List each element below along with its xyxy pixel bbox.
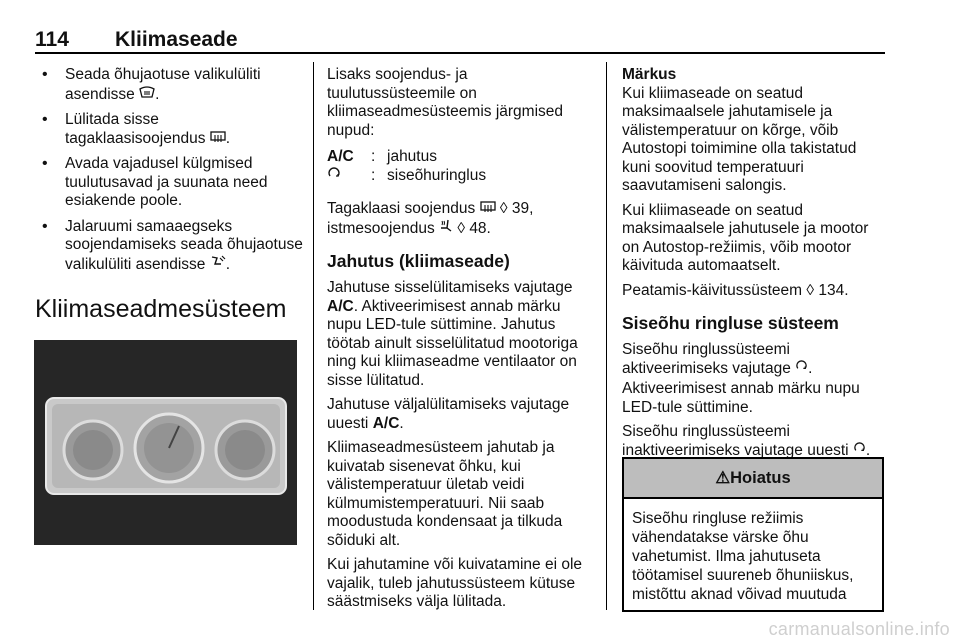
section-title: Kliimaseade (115, 28, 238, 51)
warning-box (622, 457, 884, 612)
warning-text: Siseõhu ringluse režiimis vähendatakse värske õhu vahetumist. Ilma jahutuseta töötamisel suureneb õhuniiskus, mistõttu aknad võivad muutuda (632, 510, 854, 603)
column-3 (622, 66, 888, 466)
list-item: • Avada vajadusel külgmised tuulutusavad ja suunata need esiakende poole. (35, 155, 303, 211)
list-item: • Jalaruumi samaaegseks soojendamiseks seada õhujaotuse valikulüliti asendisse . (35, 218, 303, 275)
system-heading: Kliimaseadmesüsteem (35, 295, 287, 323)
windshield-defrost-icon (139, 85, 155, 105)
recirculation-icon (327, 167, 371, 187)
page-ref-icon: ◊ (499, 200, 508, 217)
page-link[interactable]: 39, (511, 200, 534, 217)
climate-control-panel-photo (34, 340, 297, 545)
intro-text: Lisaks soojendus- ja tuulutussüsteemile on kliimaseadmesüsteemis järgmised nupud: (327, 66, 564, 139)
list-item: • Lülitada sisse tagaklaasisoojendus . (35, 111, 303, 148)
button-definitions: A/C : jahutus : siseõhuringlus (327, 148, 599, 186)
recirculation-icon (795, 360, 808, 377)
paragraph: Jahutuse sisselülitamiseks vajutage A/C. Aktiveerimisest annab märku nupu LED-tule süttimine. Jahutus töötab ainult sisselülitatud mootoriga ning kui kliimaseadme ventilaator on sisse lülitatud. (327, 279, 578, 389)
instruction-list (35, 66, 303, 274)
column-divider-2 (606, 62, 607, 610)
rear-window-heating-icon (480, 200, 496, 219)
cooling-heading: Jahutus (kliimaseade) (327, 251, 510, 271)
page-link[interactable]: 48. (469, 219, 491, 237)
ac-key: A/C (327, 148, 354, 165)
page-number: 114 (35, 28, 69, 51)
cross-reference: Peatamis-käivitussüsteem ◊ 134. (622, 281, 849, 299)
page-link[interactable]: 134. (818, 281, 849, 299)
warning-header: ⚠Hoiatus (624, 459, 882, 499)
rear-window-heating-icon (210, 130, 226, 149)
header-rule (35, 52, 885, 54)
paragraph: Siseõhu ringlussüsteemi aktiveerimiseks vajutage . (622, 341, 813, 377)
page-header (35, 28, 885, 52)
warning-icon: ⚠ (715, 469, 731, 487)
paragraph: Jahutuse väljalülitamiseks vajutage uuesti A/C. (327, 396, 570, 432)
list-item: • Seada õhujaotuse valikulüliti asendisse . (35, 66, 303, 104)
column-2 (327, 66, 599, 618)
paragraph: Kliimaseadmesüsteem jahutab ja kuivatab sisenevat õhku, kui välistemperatuur ületab veidi külmumistemperatuuri. Nii saab moodustuda kondensaat ja tilkuda sõiduki alt. (327, 439, 563, 549)
column-1 (35, 66, 303, 324)
windshield-footwell-icon (210, 255, 226, 275)
recirculation-heading: Siseõhu ringluse süsteem (622, 313, 839, 333)
recirculation-icon (853, 442, 866, 459)
paragraph: Siseõhu ringlussüsteemi inaktiveerimiseks vajutage uuesti . (622, 423, 871, 459)
watermark: carmanualsonline.info (768, 619, 950, 639)
note-text: Kui kliimaseade on seatud maksimaalsele jahutusele ja mootor on Autostop-režiimis, võib mootor käivituda automaatselt. (622, 201, 869, 274)
seat-heating-icon (439, 219, 453, 239)
note-title: Märkus (622, 66, 677, 83)
page-ref-icon: ◊ (806, 281, 815, 299)
note-text: Kui kliimaseade on seatud maksimaalsele jahutamisele ja välistemperatuur on kõrge, võib Autostopi toimimine olla takistatud kuni soovitud temperatuuri saavutamiseni salongis. (622, 84, 857, 194)
column-divider-1 (313, 62, 314, 610)
cross-reference: Tagaklaasi soojendus ◊ 39, istmesoojendus ◊ 48. (327, 200, 534, 237)
paragraph: Kui jahutamine või kuivatamine ei ole vajalik, tuleb jahutussüsteem kütuse säästmiseks välja lülitada. (327, 556, 583, 610)
page-ref-icon: ◊ (457, 219, 465, 237)
paragraph: Aktiveerimisest annab märku nupu LED-tule süttimine. (622, 380, 860, 416)
